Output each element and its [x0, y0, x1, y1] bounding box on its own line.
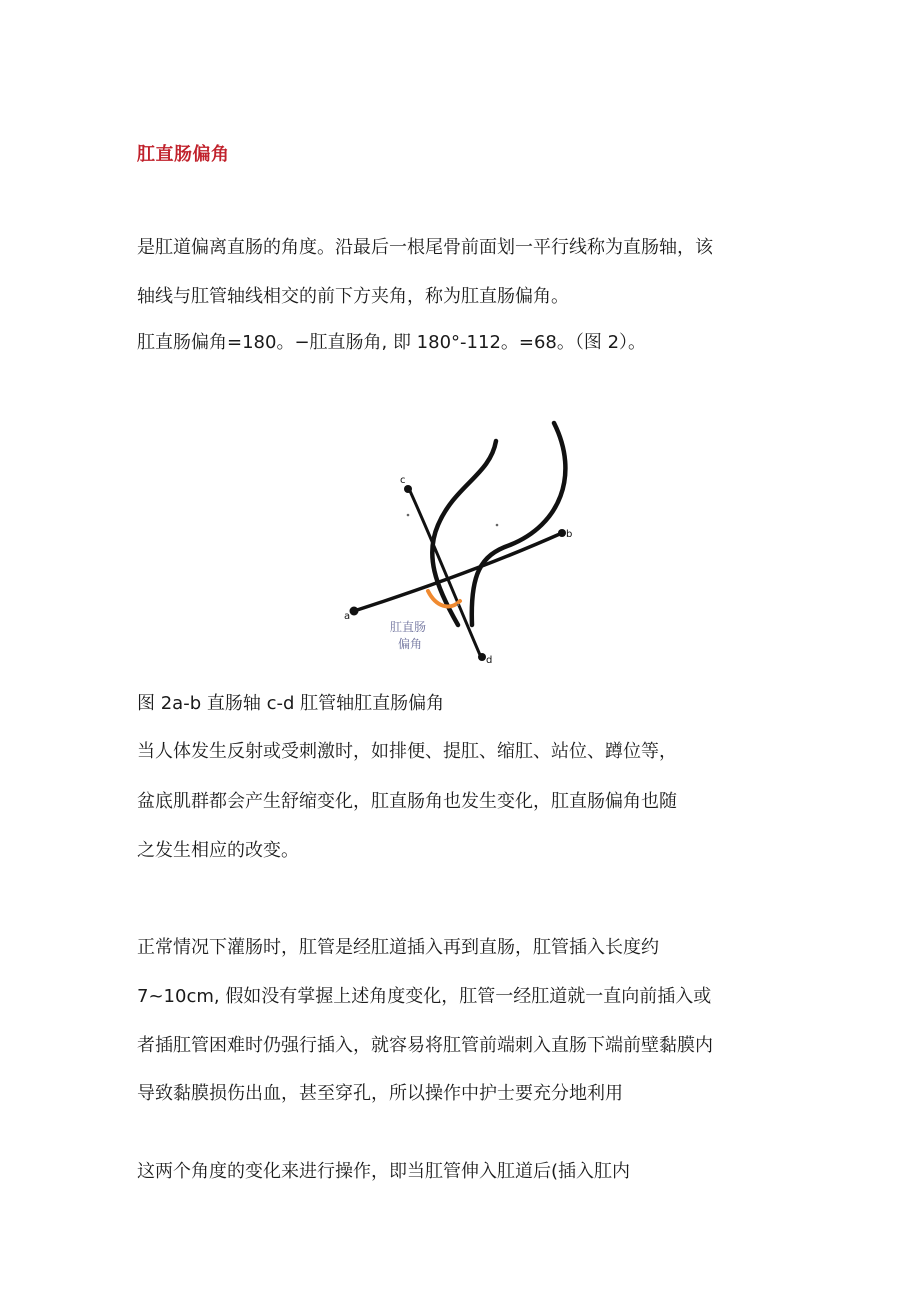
paragraph-line: 之发生相应的改变。 [137, 840, 299, 861]
point-a-label: a [344, 611, 351, 622]
paragraph-line: 正常情况下灌肠时，肛管是经肛道插入再到直肠，肛管插入长度约 [137, 937, 659, 958]
rectum-wall-right [472, 423, 566, 625]
paragraph-line: 当人体发生反射或受刺激时，如排便、提肛、缩肛、站位、蹲位等， [137, 741, 677, 762]
paragraph-line: 轴线与肛管轴线相交的前下方夹角，称为肛直肠偏角。 [137, 286, 569, 307]
angle-label-line2: 偏角 [398, 637, 423, 651]
paragraph-line: 这两个角度的变化来进行操作，即当肛管伸入肛道后(插入肛内 [137, 1161, 631, 1182]
point-d-dot [478, 653, 486, 661]
angle-label-line1: 肛直肠 [390, 620, 427, 634]
anorectal-angle-figure [340, 415, 580, 673]
point-c-dot [404, 485, 412, 493]
paragraph-line: 肛直肠偏角=180。−肛直肠角, 即 180°-112。=68。（图 2）。 [137, 332, 647, 353]
point-b-dot [558, 529, 566, 537]
figure-caption: 图 2a-b 直肠轴 c-d 肛管轴肛直肠偏角 [137, 693, 445, 714]
paragraph-line: 导致黏膜损伤出血，甚至穿孔，所以操作中护士要充分地利用 [137, 1083, 623, 1104]
point-a-dot [350, 607, 359, 616]
paragraph-line: 7~10cm, 假如没有掌握上述角度变化，肛管一经肛道就一直向前插入或 [137, 986, 712, 1007]
point-b-label: b [566, 529, 573, 540]
point-c-label: c [400, 475, 406, 486]
paragraph-line: 盆底肌群都会产生舒缩变化，肛直肠角也发生变化，肛直肠偏角也随 [137, 791, 677, 812]
paragraph-line: 者插肛管困难时仍强行插入，就容易将肛管前端刺入直肠下端前壁黏膜内 [137, 1035, 713, 1056]
point-d-label: d [486, 655, 493, 666]
figure-drawing [340, 415, 580, 673]
paragraph-line: 是肛道偏离直肠的角度。沿最后一根尾骨前面划一平行线称为直肠轴，该 [137, 237, 713, 258]
section-title: 肛直肠偏角 [137, 144, 230, 165]
rectum-wall-left [432, 441, 496, 625]
